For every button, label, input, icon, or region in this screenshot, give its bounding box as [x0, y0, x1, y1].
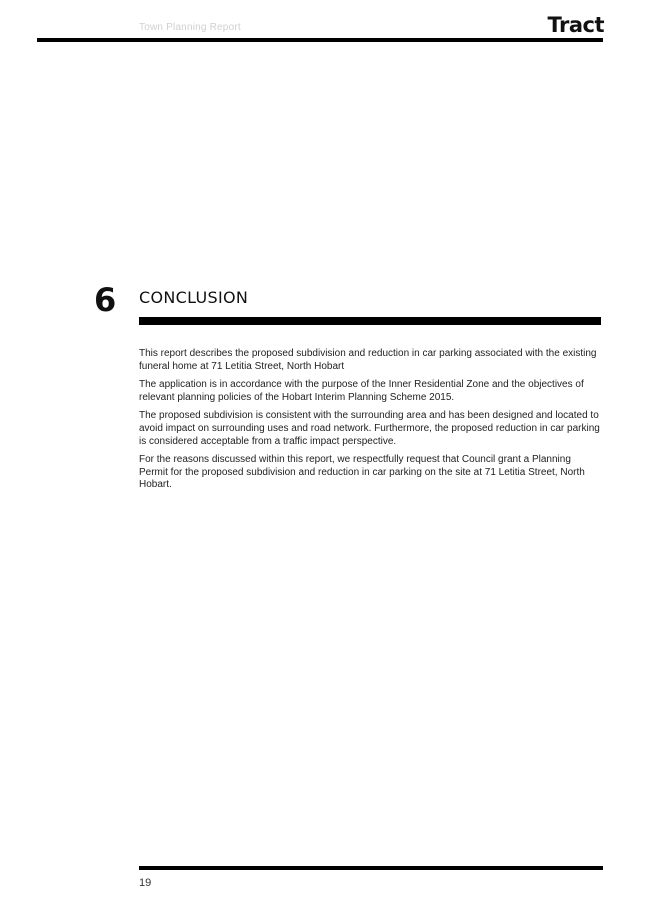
section-number: 6 — [94, 281, 117, 319]
section-title: CONCLUSION — [139, 288, 249, 307]
paragraph: For the reasons discussed within this report, we respectfully request that Council grant a Planning Permit for the proposed subdivision and reduction in car parking on the site at 71 Letitia Street, North Hobart. — [139, 454, 585, 491]
brand-logo: Tract — [547, 13, 604, 37]
footer-divider — [139, 866, 603, 870]
section-body — [139, 348, 601, 498]
paragraph: The proposed subdivision is consistent with the surrounding area and has been designed and located to avoid impact on surrounding uses and road network. Furthermore, the proposed reduction in car parking is considered acceptable from a traffic impact perspective. — [139, 410, 600, 447]
paragraph: This report describes the proposed subdivision and reduction in car parking associated with the existing funeral home at 71 Letitia Street, North Hobart — [139, 348, 597, 372]
report-title: Town Planning Report — [139, 22, 241, 33]
section-divider — [139, 317, 601, 325]
paragraph: The application is in accordance with the purpose of the Inner Residential Zone and the objectives of relevant planning policies of the Hobart Interim Planning Scheme 2015. — [139, 379, 584, 403]
page-number: 19 — [139, 877, 152, 889]
header-divider — [37, 38, 603, 42]
